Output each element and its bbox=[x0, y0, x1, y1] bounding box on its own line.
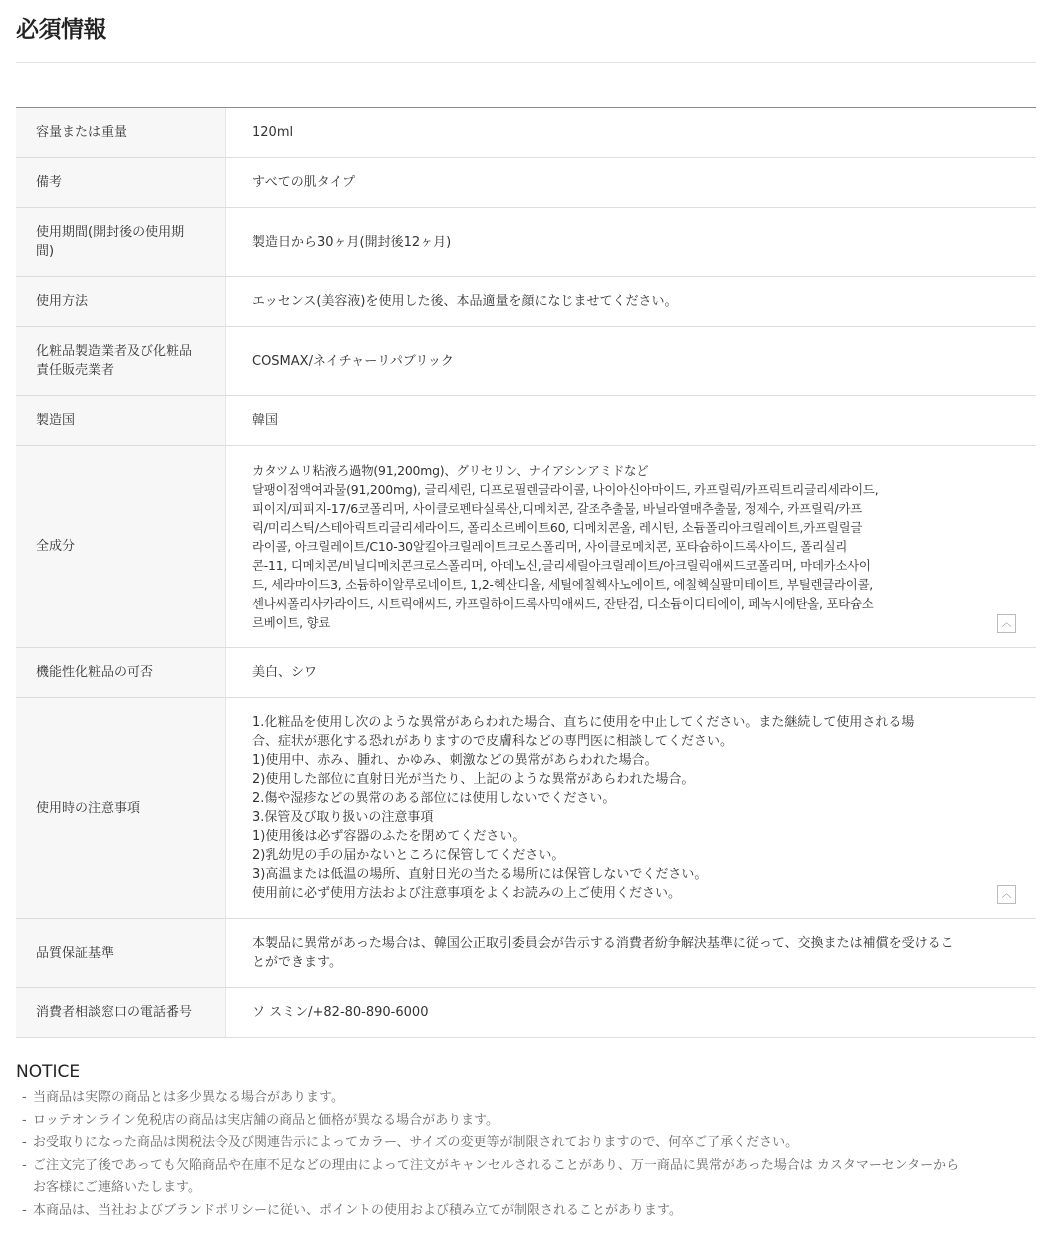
collapse-button[interactable] bbox=[997, 885, 1016, 904]
collapse-button[interactable] bbox=[997, 614, 1016, 633]
row-value: カタツムリ粘液ろ過物(91,200mg)、グリセリン、ナイアシンアミドなど 달팽이점액여과물(91,200mg), 글리세린, 디프로필렌글라이콜, 나이아신아마이드, 카프릴릭/카프릭트리글리세라이드, 피이지/피피지-17/6코폴리머, 사이클로펜타실록산,디메치콘, 갈조추출물, 바닐라열매추출물, 정제수, 카프릴릭/카프 릭/미리스틱/스테아릭트리글리세라이드, 폴리소르베이트60, 디메치콘올, 레시틴, 소듐폴리아크릴레이트,카프릴릴글 라이콜, 아크릴레이트/C10-30알킬아크릴레이트크로스폴리머, 사이클로메치콘, 포타슘하이드록사이드, 폴리실리 콘-11, 디메치콘/비닐디메치콘크로스폴리머, 아데노신,글리세릴아크릴레이트/아크릴릭애씨드코폴리머, 마데카소사이 드, 세라마이드3, 소듐하이알루로네이트, 1,2-헥산디올, 세틸에칠헥사노에이트, 에칠헥실팔미테이트, 부틸렌글라이콜, 센나씨폴리사카라이드, 시트릭애씨드, 카프릴하이드록사믹애씨드, 잔탄검, 디소듐이디티에이, 페녹시에탄올, 포타슘소 르베이트, 향료 ︿ bbox=[226, 446, 1036, 647]
list-item: - ロッテオンライン免税店の商品は実店舗の商品と価格が異なる場合があります。 bbox=[22, 1112, 500, 1128]
table-row bbox=[16, 277, 1036, 327]
row-label: 使用時の注意事項 bbox=[16, 698, 226, 918]
notice-title: NOTICE bbox=[16, 1062, 81, 1082]
page-title: 必須情報 bbox=[16, 17, 106, 43]
table-row bbox=[16, 919, 1036, 988]
row-value: ソ スミン/+82-80-890-6000 bbox=[252, 1005, 429, 1020]
row-label: 品質保証基準 bbox=[16, 919, 226, 987]
table-row bbox=[16, 108, 1036, 158]
list-item: - ご注文完了後であっても欠陥商品や在庫不足などの理由によって注文がキャンセルされることがあり、万一商品に異常があった場合は カスタマーセンターから お客様にご連絡いたします。 bbox=[22, 1157, 960, 1195]
row-value: COSMAX/ネイチャーリパブリック bbox=[252, 353, 454, 369]
row-label: 備考 bbox=[16, 158, 226, 207]
table-row bbox=[16, 988, 1036, 1038]
row-value: 韓国 bbox=[252, 413, 279, 428]
table-row bbox=[16, 327, 1036, 396]
row-label: 機能性化粧品の可否 bbox=[16, 648, 226, 697]
row-value: 製造日から30ヶ月(開封後12ヶ月) bbox=[252, 234, 452, 250]
notice-list bbox=[22, 1087, 1036, 1222]
row-label: 使用方法 bbox=[16, 277, 226, 326]
row-label: 全成分 bbox=[16, 446, 226, 647]
row-value: 美白、シワ bbox=[252, 665, 318, 680]
list-item: - 本商品は、当社およびブランドポリシーに従い、ポイントの使用および積み立てが制限されることがあります。 bbox=[22, 1202, 682, 1218]
table-row bbox=[16, 446, 1036, 648]
required-info-table bbox=[16, 107, 1036, 1038]
table-row bbox=[16, 396, 1036, 446]
row-label: 消費者相談窓口の電話番号 bbox=[16, 988, 226, 1037]
list-item: - お受取りになった商品は関税法令及び関連告示によってカラー、サイズの変更等が制限されておりますので、何卒ご了承ください。 bbox=[22, 1135, 799, 1150]
row-label: 化粧品製造業者及び化粧品 責任販売業者 bbox=[16, 327, 226, 395]
table-row bbox=[16, 698, 1036, 919]
table-row bbox=[16, 208, 1036, 277]
chevron-up-icon: ︿ bbox=[1001, 618, 1012, 629]
list-item: - 当商品は実際の商品とは多少異なる場合があります。 bbox=[22, 1090, 344, 1105]
row-label: 使用期間(開封後の使用期 間) bbox=[16, 208, 226, 276]
row-value: 120ml bbox=[252, 125, 294, 140]
table-row bbox=[16, 648, 1036, 698]
row-value: 1.化粧品を使用し次のような異常があらわれた場合、直ちに使用を中止してください。また継続して使用される場 合、症状が悪化する恐れがありますので皮膚科などの専門医に相談してください。 1)使用中、赤み、腫れ、かゆみ、刺激などの異常があらわれた場合。 2)使用した部位に直射日光が当たり、上記のような異常があらわれた場合。 2.傷や湿疹などの異常のある部位には使用しないでください。 3.保管及び取り扱いの注意事項 1)使用後は必ず容器のふたを閉めてください。 2)乳幼児の手の届かないところに保管してください。 3)高温または低温の場所、直射日光の当たる場所には保管しないでください。 使用前に必ず使用方法および注意事項をよくお読みの上ご使用ください。 ︿ bbox=[226, 698, 1036, 918]
row-label: 容量または重量 bbox=[16, 108, 226, 157]
row-value: エッセンス(美容液)を使用した後、本品適量を顔になじませてください。 bbox=[252, 294, 678, 309]
row-value: 本製品に異常があった場合は、韓国公正取引委員会が告示する消費者紛争解決基準に従って、交換または補償を受けるこ とができます。 bbox=[252, 936, 954, 970]
table-row bbox=[16, 158, 1036, 208]
title-divider bbox=[16, 62, 1036, 63]
row-label: 製造国 bbox=[16, 396, 226, 445]
chevron-up-icon: ︿ bbox=[1001, 889, 1012, 900]
row-value: すべての肌タイプ bbox=[252, 175, 356, 190]
